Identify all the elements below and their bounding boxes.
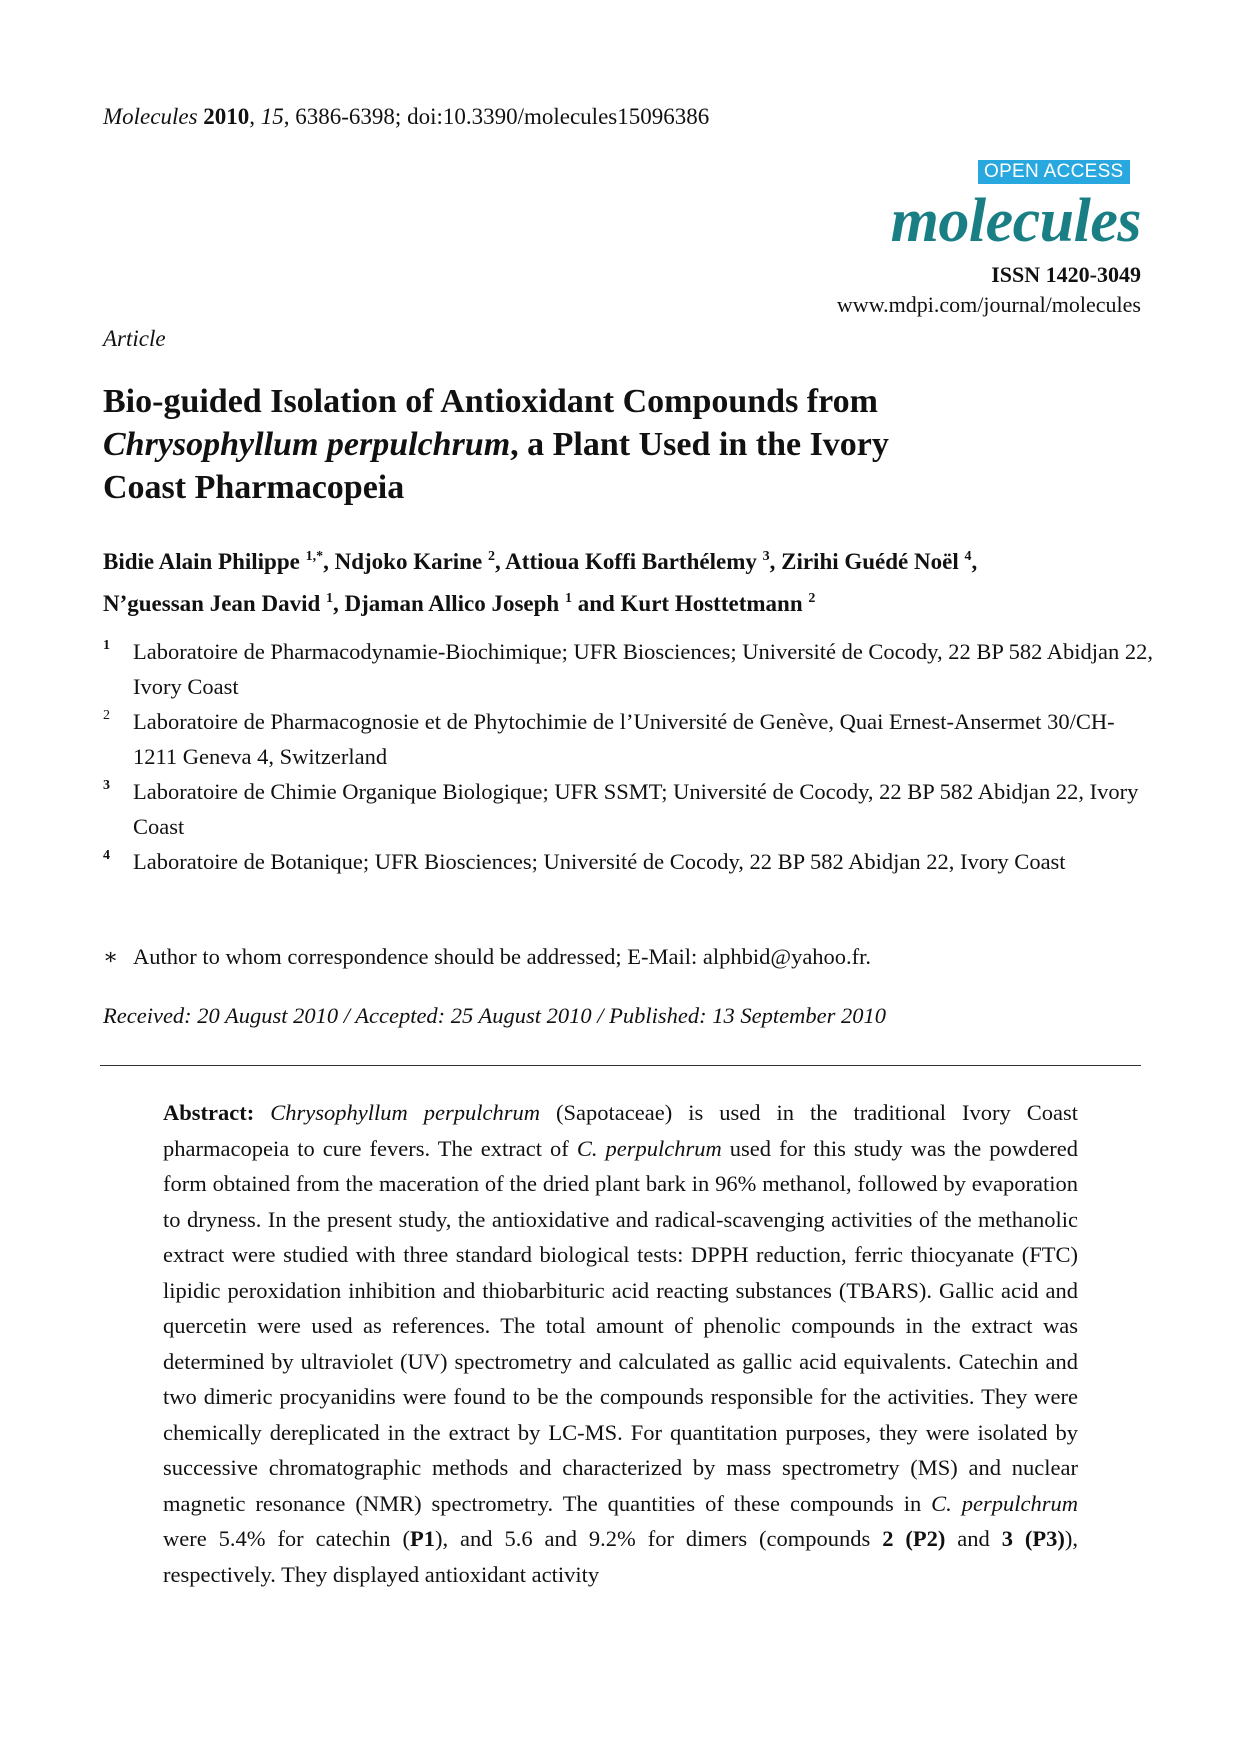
abstract-species-short: C. perpulchrum [931, 1490, 1078, 1516]
author-sep: , [494, 549, 506, 574]
author-name: Attioua Koffi Barthélemy [505, 549, 757, 574]
affiliation-text: Laboratoire de Pharmacognosie et de Phytochimie de l’Université de Genève, Quai Ernest-Ansermet 30/CH-1211 Geneva 4, Switzerland [133, 709, 1115, 769]
correspondence-note [103, 944, 871, 970]
abstract-species: Chrysophyllum perpulchrum [270, 1100, 540, 1125]
abstract-text: ), respectively. They displayed antioxidant activity [163, 1526, 1079, 1587]
author-name: N’guessan Jean David [103, 591, 321, 616]
year: 2010 [203, 104, 250, 129]
author-name: Djaman Allico Joseph [344, 591, 560, 616]
compound-p1: P1 [409, 1526, 435, 1551]
volume: 15 [260, 104, 284, 129]
paper-title [103, 380, 1153, 509]
title-line-1: Bio-guided Isolation of Antioxidant Compounds from [103, 383, 878, 420]
author-sep: , [323, 549, 335, 574]
citation-line: Molecules 2010, 15, 6386-6398; doi:10.3390/molecules15096386 [103, 104, 710, 129]
affiliation-text: Laboratoire de Chimie Organique Biologique; UFR SSMT; Université de Cocody, 22 BP 582 Abidjan 22, Ivory Coast [133, 779, 1139, 839]
affiliation-number: 1 [103, 638, 110, 653]
author-name: Bidie Alain Philippe [103, 549, 300, 574]
compound-3: 3 (P3) [1001, 1526, 1065, 1551]
author-sep: , [971, 549, 978, 574]
affiliation-item [103, 774, 1153, 844]
affiliation-list [103, 634, 1153, 879]
section-divider [100, 1065, 1141, 1066]
author-affil-ref: 3 [762, 549, 770, 564]
affiliation-item [103, 844, 1153, 879]
issn: ISSN 1420-3049 [991, 262, 1141, 287]
correspondence-symbol: ∗ [103, 944, 119, 969]
open-access-badge: OPEN ACCESS [978, 160, 1130, 184]
abstract-label: Abstract: [163, 1100, 255, 1125]
author-affil-ref: 4 [964, 549, 972, 564]
author-affil-ref: 2 [487, 549, 495, 564]
compound-2: 2 (P2) [882, 1526, 946, 1551]
author-sep: and [571, 591, 621, 616]
abstract-text: were 5.4% for catechin ( [163, 1526, 410, 1551]
correspondence-text: Author to whom correspondence should be addressed; E-Mail: alphbid@yahoo.fr. [133, 944, 872, 969]
affiliation-text: Laboratoire de Botanique; UFR Biosciences; Université de Cocody, 22 BP 582 Abidjan 22, Ivory Coast [133, 849, 1066, 874]
journal-logo: molecules [890, 187, 1141, 255]
author-sep: , [333, 591, 345, 616]
affiliation-text: Laboratoire de Pharmacodynamie-Biochimique; UFR Biosciences; Université de Cocody, 22 BP 582 Abidjan 22, Ivory Coast [133, 639, 1154, 699]
journal-name: Molecules [103, 104, 198, 129]
abstract-text: ), and 5.6 and 9.2% for dimers (compounds [434, 1526, 883, 1551]
affiliation-item [103, 704, 1153, 774]
abstract-species-short: C. perpulchrum [576, 1135, 722, 1161]
author-affil-ref: 1 [326, 591, 334, 606]
title-line-2: , a Plant Used in the Ivory [510, 426, 889, 463]
author-name: Ndjoko Karine [334, 549, 483, 574]
affiliation-number: 4 [103, 848, 110, 863]
affiliation-number: 2 [103, 708, 110, 723]
affiliation-number: 3 [103, 778, 110, 793]
author-affil-ref: 1,* [305, 549, 324, 564]
abstract-text: used for this study was the powdered form obtained from the maceration of the dried plant bark in 96% methanol, followed by evaporation to dryness. In the present study, the antioxidative and radical-scavenging activities of the methanolic extract were studied with three standard biological tests: DPPH reduction, ferric thiocyanate (FTC) lipidic peroxidation inhibition and thiobarbituric acid reacting substances (TBARS). Gallic acid and quercetin were used as references. The total amount of phenolic compounds in the extract was determined by ultraviolet (UV) spectrometry and calculated as gallic acid equivalents. Catechin and two dimeric procyanidins were found to be the compounds responsible for the activities. They were chemically dereplicated in the extract by LC-MS. For quantitation purposes, they were isolated by successive chromatographic methods and characterized by mass spectrometry (MS) and nuclear magnetic resonance (NMR) spectrometry. The quantities of these compounds in [163, 1135, 1078, 1516]
author-name: Kurt Hosttetmann [620, 591, 803, 616]
abstract-text: (Sapotaceae) is used in the traditional Ivory Coast pharmacopeia to cure fevers. The extract of [163, 1100, 1078, 1161]
publication-dates: Received: 20 August 2010 / Accepted: 25 August 2010 / Published: 13 September 2010 [103, 1003, 886, 1028]
abstract [163, 1095, 1078, 1592]
journal-url[interactable]: www.mdpi.com/journal/molecules [836, 292, 1141, 317]
affiliation-item [103, 634, 1153, 704]
author-affil-ref: 1 [564, 591, 572, 606]
author-list [103, 538, 1153, 622]
title-line-3: Coast Pharmacopeia [103, 469, 405, 506]
abstract-text: and [945, 1526, 1002, 1551]
author-name: Zirihi Guédé Noël [781, 549, 959, 574]
pages-doi: , 6386-6398; doi:10.3390/molecules15096386 [283, 104, 710, 129]
article-type: Article [103, 326, 166, 351]
title-species: Chrysophyllum perpulchrum [103, 426, 511, 463]
author-affil-ref: 2 [808, 591, 816, 606]
author-sep: , [769, 549, 782, 574]
